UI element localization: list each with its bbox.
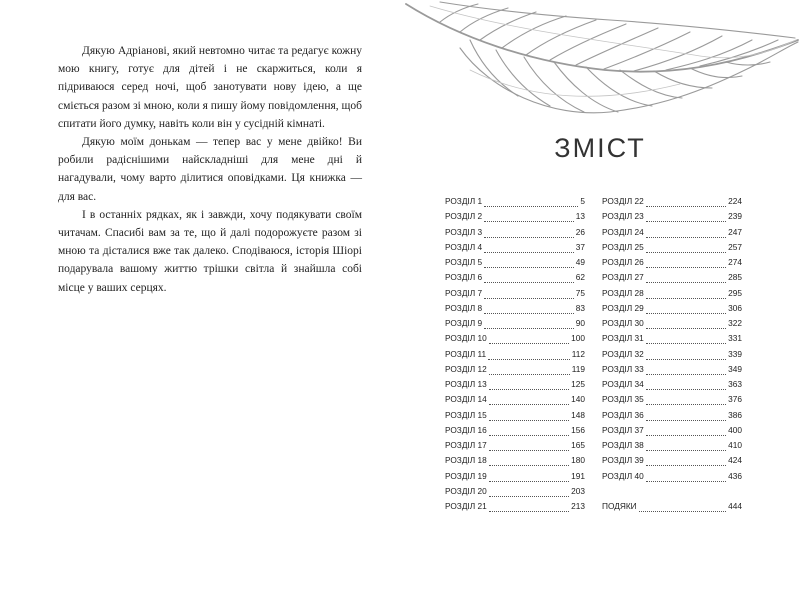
toc-leader-dots — [484, 274, 574, 283]
toc-entry-label: РОЗДІЛ 38 — [602, 440, 644, 450]
toc-entry-label: РОЗДІЛ 14 — [445, 394, 487, 405]
toc-entry-page: 424 — [728, 455, 742, 466]
toc-entry[interactable] — [602, 209, 742, 224]
toc-leader-dots — [489, 412, 569, 421]
toc-entry-label: РОЗДІЛ 11 — [445, 348, 487, 359]
toc-entry-page: 125 — [571, 379, 585, 389]
toc-leader-dots — [646, 320, 726, 329]
toc-leader-dots — [484, 290, 574, 299]
toc-entry[interactable] — [445, 453, 585, 468]
toc-leader-dots — [646, 213, 726, 222]
toc-entry[interactable] — [602, 438, 742, 453]
toc-entry-label: РОЗДІЛ 34 — [602, 379, 644, 389]
toc-entry-page: 239 — [728, 211, 742, 222]
toc-entry-label: РОЗДІЛ 7 — [445, 287, 483, 298]
toc-entry-label: РОЗДІЛ 8 — [445, 302, 483, 313]
toc-entry-label: РОЗДІЛ 27 — [602, 272, 644, 283]
toc-entry-page: 444 — [728, 501, 742, 511]
toc-entry-page: 148 — [571, 409, 585, 420]
toc-leader-dots — [646, 351, 726, 360]
toc-entry-page: 90 — [575, 318, 585, 328]
toc-entry[interactable] — [602, 225, 742, 240]
toc-entry[interactable] — [602, 453, 742, 468]
right-page — [400, 0, 800, 600]
toc-entry[interactable] — [445, 270, 585, 285]
toc-entry[interactable] — [602, 255, 742, 270]
toc-leader-dots — [489, 503, 569, 512]
toc-leader-dots — [489, 488, 569, 497]
toc-column-2 — [602, 194, 742, 514]
toc-leader-dots — [489, 366, 570, 375]
toc-entry-label: РОЗДІЛ 18 — [445, 455, 487, 466]
toc-leader-dots — [646, 427, 726, 436]
toc-entry-page: 400 — [728, 424, 742, 435]
toc-leader-dots — [484, 259, 574, 268]
toc-entry-label: РОЗДІЛ 16 — [445, 424, 487, 435]
toc-leader-dots — [484, 198, 578, 207]
toc-entry[interactable] — [602, 362, 742, 377]
toc-entry[interactable] — [602, 316, 742, 331]
toc-entry-label: РОЗДІЛ 13 — [445, 379, 487, 389]
toc-entry[interactable] — [445, 362, 585, 377]
toc-entry-page: 274 — [728, 257, 742, 267]
toc-entry[interactable] — [445, 377, 585, 392]
toc-leader-dots — [646, 473, 726, 482]
toc-entry-page: 140 — [571, 394, 585, 405]
toc-leader-dots — [646, 335, 726, 344]
toc-leader-dots — [489, 427, 569, 436]
toc-entry-page: 386 — [728, 409, 742, 420]
toc-leader-dots — [639, 503, 727, 512]
toc-entry[interactable] — [445, 194, 585, 209]
ack-paragraph-2: Дякую моїм донькам — тепер вас у мене двійко! Ви робили радіснішими найскладніші для мене дні й нагадували, чому варто ділитися оповідками. Ця книжка — для вас. — [58, 136, 362, 203]
toc-leader-dots — [484, 305, 574, 314]
toc-entry-label: РОЗДІЛ 3 — [445, 226, 483, 237]
toc-column-1 — [445, 194, 585, 514]
toc-entry-label: РОЗДІЛ 28 — [602, 287, 644, 298]
toc-entry-page: 112 — [571, 348, 585, 359]
toc-entry-page: 156 — [571, 424, 585, 435]
toc-entry[interactable] — [445, 255, 585, 270]
toc-entry[interactable] — [602, 301, 742, 316]
toc-entry-label: РОЗДІЛ 32 — [602, 348, 644, 359]
toc-entry[interactable] — [445, 484, 585, 499]
toc-entry-label: РОЗДІЛ 23 — [602, 211, 644, 222]
toc-entry-page: 119 — [571, 363, 585, 374]
toc-entry[interactable] — [445, 209, 585, 224]
toc-entry-label: РОЗДІЛ 15 — [445, 409, 487, 420]
toc-entry-page: 306 — [728, 302, 742, 313]
toc-entry-page: 376 — [728, 394, 742, 405]
toc-entry-page: 37 — [575, 241, 585, 252]
toc-entry[interactable] — [445, 408, 585, 423]
toc-leader-dots — [489, 335, 569, 344]
toc-entry-page: 203 — [571, 485, 585, 496]
toc-entry[interactable] — [445, 347, 585, 362]
toc-entry[interactable] — [445, 301, 585, 316]
toc-leader-dots — [646, 244, 726, 253]
toc-entry[interactable] — [445, 392, 585, 407]
toc-leader-dots — [646, 412, 726, 421]
toc-entry-page: 100 — [571, 333, 585, 344]
toc-entry-acknowledgements[interactable] — [602, 499, 742, 514]
toc-leader-dots — [646, 290, 726, 299]
toc-entry[interactable] — [602, 392, 742, 407]
toc-entry-label: РОЗДІЛ 22 — [602, 196, 644, 206]
toc-entry-label: РОЗДІЛ 40 — [602, 470, 644, 481]
toc-entry-page: 295 — [728, 287, 742, 298]
toc-entry[interactable] — [602, 423, 742, 438]
toc-entry[interactable] — [602, 408, 742, 423]
toc-entry[interactable] — [445, 438, 585, 453]
toc-entry[interactable] — [445, 286, 585, 301]
toc-entry-label: РОЗДІЛ 33 — [602, 363, 644, 374]
toc-entry-label: РОЗДІЛ 25 — [602, 241, 644, 252]
toc-entry[interactable] — [602, 240, 742, 255]
toc-entry-label: РОЗДІЛ 6 — [445, 272, 483, 283]
toc-entry-page: 26 — [575, 226, 585, 237]
toc-entry-page: 224 — [728, 196, 742, 206]
toc-leader-dots — [484, 244, 574, 253]
toc-entry-label: РОЗДІЛ 21 — [445, 501, 487, 511]
toc-entry-label: РОЗДІЛ 17 — [445, 440, 487, 450]
toc-entry-page: 410 — [728, 440, 742, 450]
toc-entry[interactable] — [602, 377, 742, 392]
toc-entry-label: РОЗДІЛ 10 — [445, 333, 487, 344]
toc-leader-dots — [646, 274, 726, 283]
toc-leader-dots — [489, 381, 569, 390]
toc-entry[interactable] — [445, 225, 585, 240]
toc-entry[interactable] — [602, 347, 742, 362]
toc-leader-dots — [646, 305, 726, 314]
toc-entry-page: 180 — [571, 455, 585, 466]
toc-entry-page: 349 — [728, 363, 742, 374]
toc-entry-label: РОЗДІЛ 26 — [602, 257, 644, 267]
toc-entry-label: РОЗДІЛ 5 — [445, 257, 483, 267]
toc-entry-label: РОЗДІЛ 31 — [602, 333, 644, 344]
toc-leader-dots — [646, 381, 726, 390]
toc-entry-page: 5 — [580, 196, 585, 206]
toc-entry[interactable] — [445, 499, 585, 514]
toc-leader-dots — [646, 229, 726, 238]
toc-leader-dots — [489, 396, 569, 405]
toc-entry-label: РОЗДІЛ 24 — [602, 226, 644, 237]
toc-entry-label: ПОДЯКИ — [602, 501, 637, 511]
toc-entry-page: 213 — [571, 501, 585, 511]
acknowledgements-text — [58, 42, 362, 297]
toc-entry[interactable] — [602, 469, 742, 484]
toc-entry-page: 285 — [728, 272, 742, 283]
toc-entry-label: РОЗДІЛ 19 — [445, 470, 487, 481]
feather-icon — [400, 0, 800, 125]
toc-entry[interactable] — [602, 286, 742, 301]
toc-entry-page: 257 — [728, 241, 742, 252]
toc-leader-dots — [646, 259, 726, 268]
toc-entry[interactable] — [445, 423, 585, 438]
toc-leader-dots — [646, 366, 726, 375]
ack-paragraph-3: І в останніх рядках, як і завжди, хочу подякувати своїм читачам. Спасибі вам за те, що й далі подорожуєте разом зі мною та дісталися вже так далеко. Сподіваюся, історія Шіорі подарувала вашому життю трішки світла й знайшла собі місце у ваших серцях. — [58, 208, 362, 294]
toc-title: ЗМІСТ — [554, 133, 646, 163]
toc-entry[interactable] — [445, 240, 585, 255]
toc-leader-dots — [484, 229, 574, 238]
toc-entry-label: РОЗДІЛ 30 — [602, 318, 644, 328]
toc-entry-label: РОЗДІЛ 29 — [602, 302, 644, 313]
toc-entry[interactable] — [602, 194, 742, 209]
toc-entry-page: 436 — [728, 470, 742, 481]
toc-entry-page: 322 — [728, 318, 742, 328]
toc-entry[interactable] — [602, 331, 742, 346]
toc-entry-page: 49 — [575, 257, 585, 267]
toc-entry-label: РОЗДІЛ 35 — [602, 394, 644, 405]
toc-entry-label: РОЗДІЛ 20 — [445, 485, 487, 496]
toc-entry-page: 191 — [571, 470, 585, 481]
toc-entry-label: РОЗДІЛ 36 — [602, 409, 644, 420]
ack-paragraph-1: Дякую Адріанові, який невтомно читає та редагує кожну мою книгу, готує для дітей і не скаржиться, коли я підриваюся серед ночі, щоб занотувати нову ідею, а ще сміється разом зі мною, коли я пишу йому повідомлення, щоб спитати його думку, навіть коли він у сусідній кімнаті. — [58, 45, 362, 130]
toc-entry[interactable] — [602, 270, 742, 285]
toc-entry[interactable] — [445, 316, 585, 331]
toc-entry-label: РОЗДІЛ 37 — [602, 424, 644, 435]
toc-leader-dots — [489, 442, 569, 451]
toc-entry-page: 339 — [728, 348, 742, 359]
toc-leader-dots — [646, 198, 726, 207]
toc-leader-dots — [488, 351, 570, 360]
toc-entry-label: РОЗДІЛ 12 — [445, 363, 487, 374]
toc-leader-dots — [646, 396, 726, 405]
toc-leader-dots — [489, 457, 569, 466]
toc-entry[interactable] — [445, 469, 585, 484]
toc-entry-page: 13 — [575, 211, 585, 222]
toc-entry-label: РОЗДІЛ 4 — [445, 241, 483, 252]
toc-leader-dots — [646, 457, 726, 466]
toc-entry-label: РОЗДІЛ 9 — [445, 318, 483, 328]
toc-entry-page: 247 — [728, 226, 742, 237]
toc-entry-label: РОЗДІЛ 39 — [602, 455, 644, 466]
toc-entry[interactable] — [445, 331, 585, 346]
toc-entry-page: 165 — [571, 440, 585, 450]
toc-entry-page: 83 — [575, 302, 585, 313]
toc-leader-dots — [489, 473, 569, 482]
toc-entry-page: 62 — [575, 272, 585, 283]
toc-entry-label: РОЗДІЛ 2 — [445, 211, 483, 222]
toc-leader-dots — [484, 320, 574, 329]
toc-leader-dots — [646, 442, 726, 451]
toc-entry-label: РОЗДІЛ 1 — [445, 196, 483, 206]
toc-entry-page: 75 — [575, 287, 585, 298]
toc-leader-dots — [484, 213, 574, 222]
toc-entry-page: 331 — [728, 333, 742, 344]
toc-entry-page: 363 — [728, 379, 742, 389]
